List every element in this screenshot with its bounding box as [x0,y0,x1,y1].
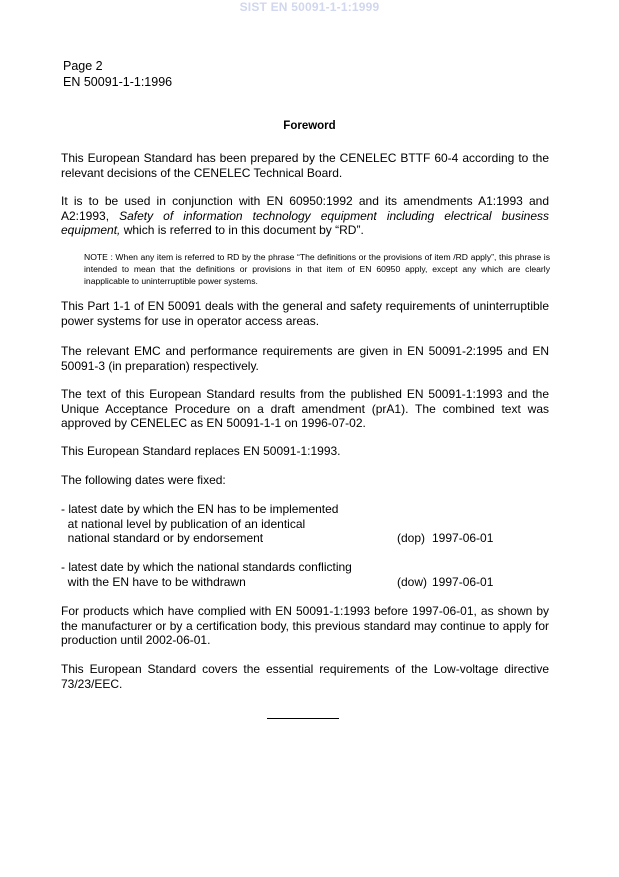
date-dow-value: 1997-06-01 [432,575,494,589]
page-number: Page 2 [63,59,103,73]
page-title: Foreword [283,120,336,132]
paragraph-conjunction-text: It is to be used in conjunction with EN 60950:1992 and its amendments A1:1993 and A2:1993, [61,194,549,223]
date-dow-line-1: - latest date by which the national standards conflicting [61,560,352,574]
date-dow-line-2: with the EN have to be withdrawn [61,574,246,589]
paragraph-origin: The text of this European Standard results from the published EN 50091-1:1993 and the Unique Acceptance Procedure on a draft amendment (prA1). The combined text was approved by CENELEC as EN 50091-1-1 on 1996-07-02. [61,387,549,430]
paragraph-replaces: This European Standard replaces EN 50091-1:1993. [61,444,341,458]
document-id: EN 50091-1-1:1996 [63,75,173,89]
paragraph-directive: This European Standard covers the essential requirements of the Low-voltage directive 73/23/EEC. [61,662,549,691]
date-dow-item [61,560,561,590]
date-dop-value: 1997-06-01 [432,531,494,545]
watermark: SIST EN 50091-1-1:1999 [239,0,380,14]
paragraph-emc: The relevant EMC and performance requirements are given in EN 50091-2:1995 and EN 50091-3 (in preparation) respectively. [61,344,549,373]
paragraph-conjunction [61,194,549,238]
date-dop-line-3: national standard or by endorsement [61,531,264,545]
paragraph-dates-intro: The following dates were fixed: [61,473,226,487]
referenced-standard-title: Safety of information technology equipment including electrical business equipment, [61,208,549,237]
date-dop-code: (dop) [397,531,426,545]
date-dop-item [61,502,561,546]
date-dop-line-2: at national level by publication of an identical [61,516,306,531]
note: NOTE : When any item is referred to RD by the phrase “The definitions or the provisions of item /RD apply”, this phrase is intended to mean that the definitions or provisions in that item of EN 60950 apply, except any which are clearly inapplicable to uninterruptible power systems. [84,252,550,286]
paragraph-transition: For products which have complied with EN 50091-1:1993 before 1997-06-01, as shown by the manufacturer or by a certification body, this previous standard may continue to apply for production until 2002-06-01. [61,604,549,647]
paragraph-prepared-by: This European Standard has been prepared by the CENELEC BTTF 60-4 according to the relevant decisions of the CENELEC Technical Board. [61,151,549,180]
paragraph-scope: This Part 1-1 of EN 50091 deals with the general and safety requirements of uninterruptible power systems for use in operator access areas. [61,299,549,328]
paragraph-conjunction-tail: which is referred to in this document by “RD”. [120,223,364,237]
date-dop-line-1: - latest date by which the EN has to be implemented [61,502,339,516]
end-divider [267,718,339,719]
date-dow-code: (dow) [397,575,428,589]
